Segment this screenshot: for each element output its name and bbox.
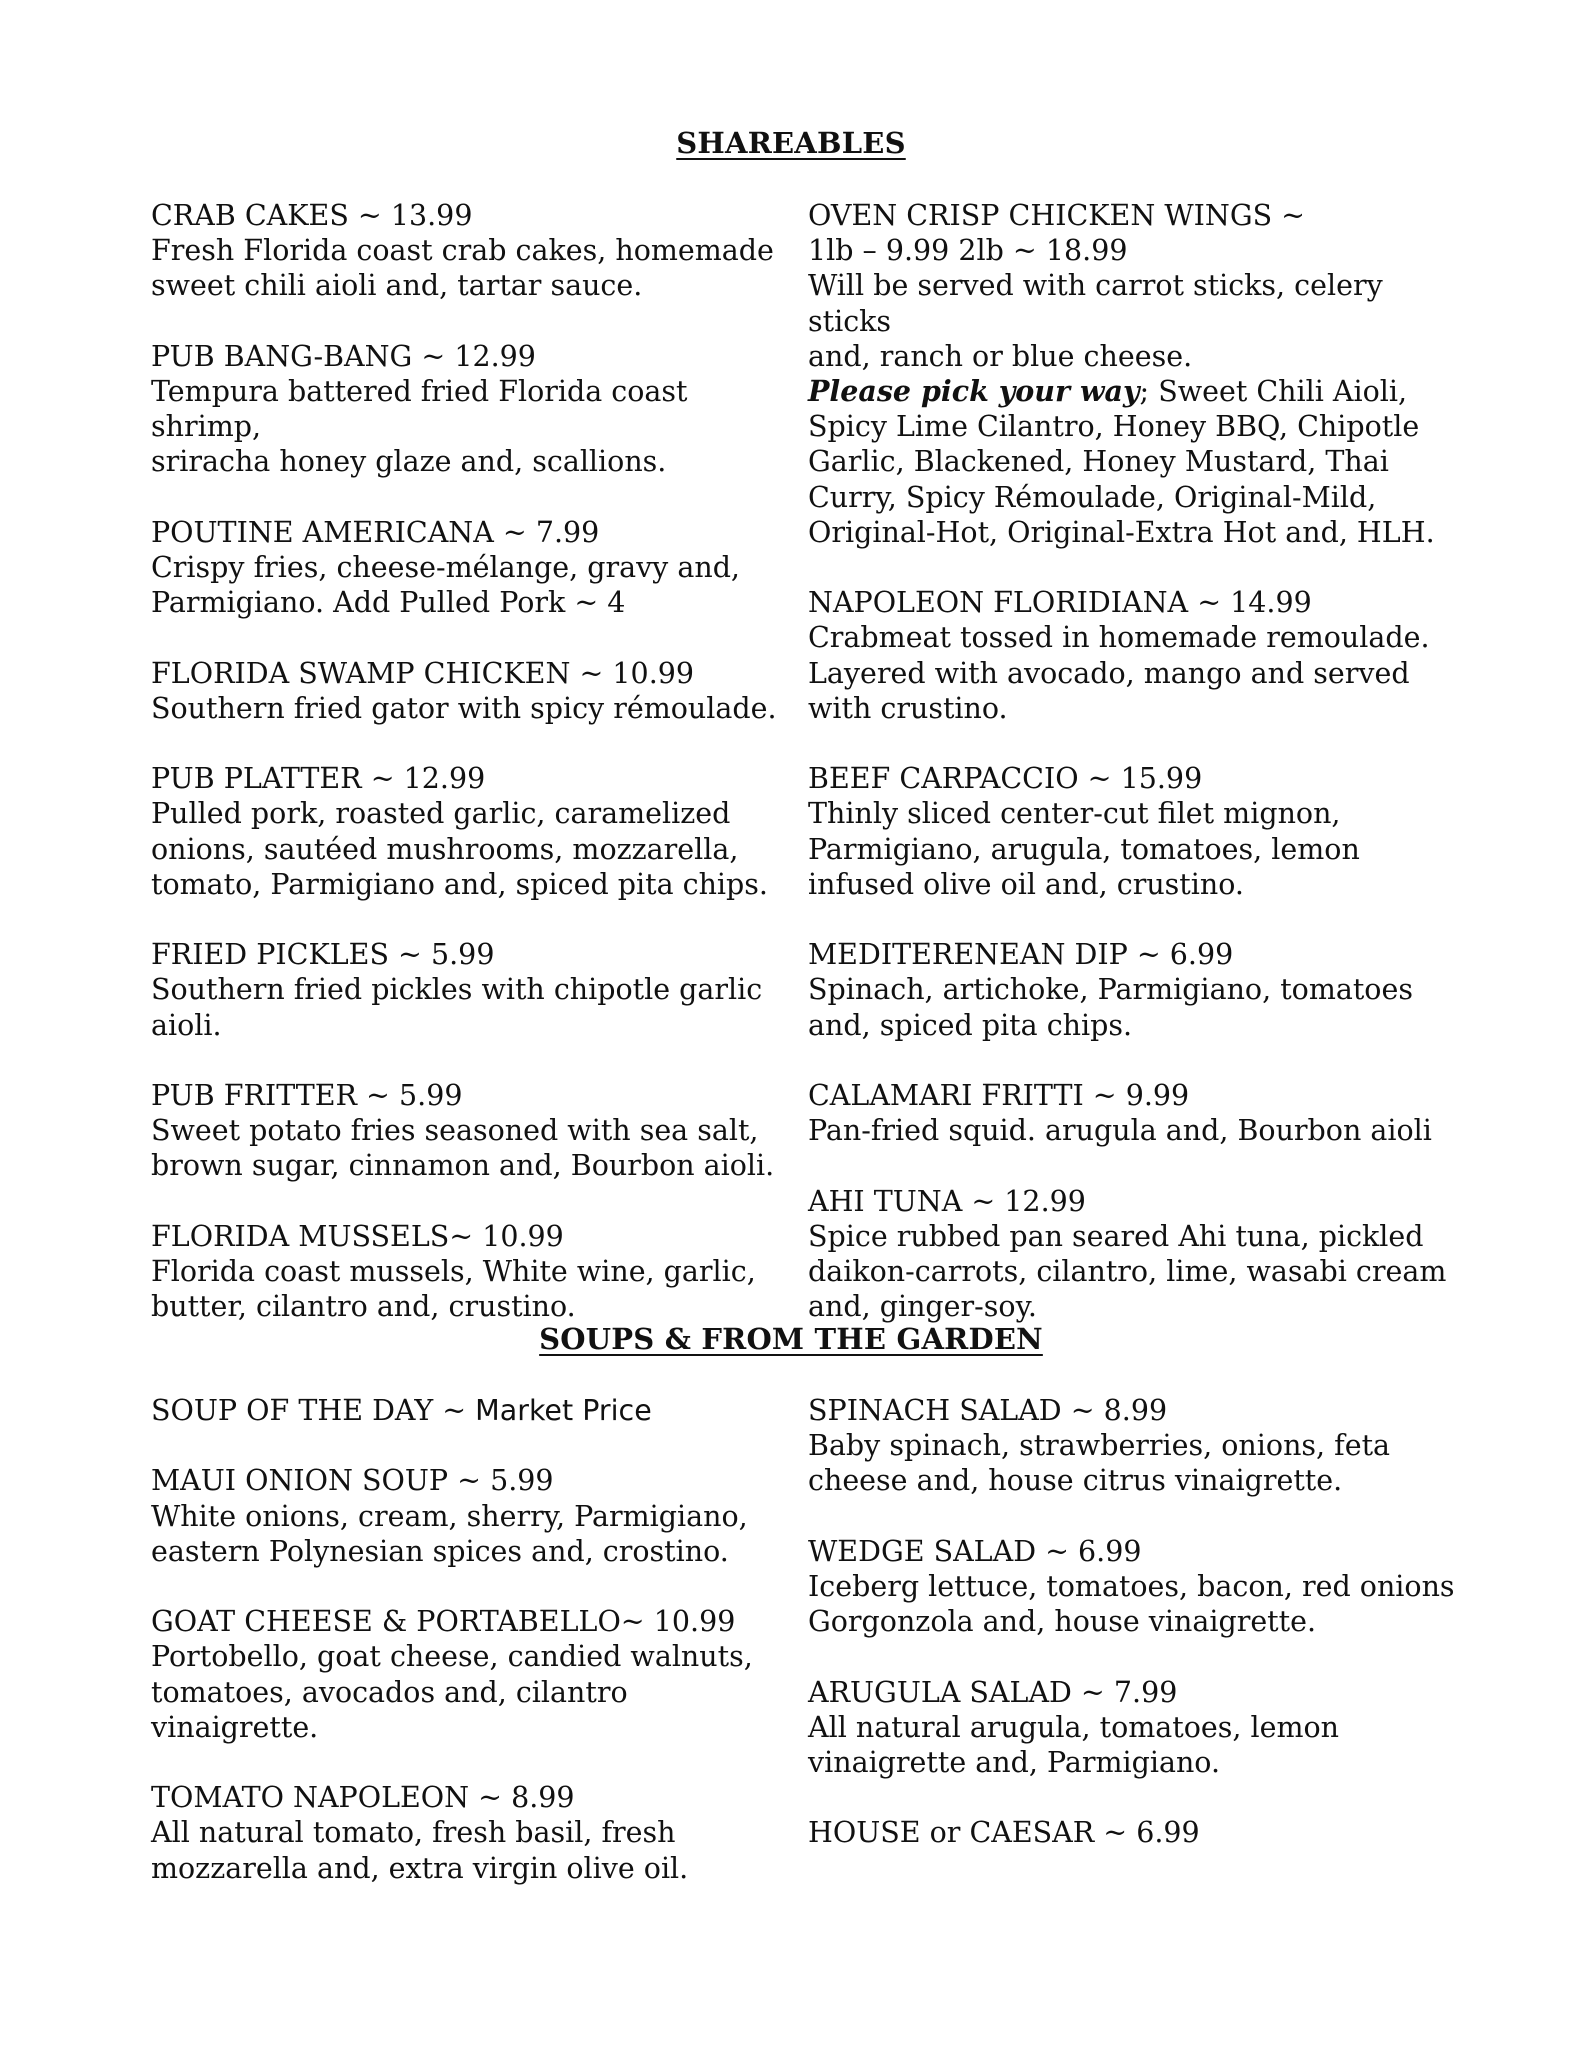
menu-item [151, 1078, 791, 1184]
item-description: Southern fried pickles with chipotle garlic aioli. [151, 973, 763, 1042]
soups-title: SOUPS & FROM THE GARDEN [539, 1322, 1043, 1356]
item-description: All natural arugula, tomatoes, lemon vinaigrette and, Parmigiano. [808, 1710, 1339, 1779]
item-sizes: 1lb – 9.99 2lb ~ 18.99 [808, 234, 1128, 268]
item-name: POUTINE AMERICANA ~ 7.99 [151, 515, 600, 549]
item-description: Tempura battered fried Florida coast shrimp, sriracha honey glaze and, scallions. [151, 375, 688, 479]
item-description: Southern fried gator with spicy rémoulade. [151, 691, 777, 725]
item-name: NAPOLEON FLORIDIANA ~ 14.99 [808, 586, 1312, 620]
item-description: Florida coast mussels, White wine, garlic, butter, cilantro and, crustino. [151, 1254, 756, 1324]
menu-item [151, 1463, 791, 1569]
menu-item [808, 585, 1468, 726]
item-description: Sweet potato fries seasoned with sea salt, brown sugar, cinnamon and, Bourbon aioli. [151, 1114, 775, 1183]
menu-item [808, 1534, 1468, 1640]
item-description: Thinly sliced center-cut filet mignon, Parmigiano, arugula, tomatoes, lemon infused olive oil and, crustino. [808, 797, 1360, 901]
soup-of-day-name: SOUP OF THE DAY ~ [151, 1394, 476, 1427]
market-price: Market Price [475, 1394, 652, 1427]
menu-item [808, 1184, 1468, 1325]
item-name: AHI TUNA ~ 12.99 [808, 1184, 1086, 1218]
item-name: BEEF CARPACCIO ~ 15.99 [808, 762, 1203, 796]
item-description: All natural tomato, fresh basil, fresh mozzarella and, extra virgin olive oil. [151, 1816, 689, 1885]
item-name: PUB BANG-BANG ~ 12.99 [151, 339, 536, 373]
item-description: Spinach, artichoke, Parmigiano, tomatoes and, spiced pita chips. [808, 973, 1413, 1042]
item-description: Crabmeat tossed in homemade remoulade. Layered with avocado, mango and served with crustino. [808, 621, 1430, 725]
item-description: White onions, cream, sherry, Parmigiano, eastern Polynesian spices and, crostino. [151, 1499, 748, 1568]
menu-item [808, 761, 1468, 902]
item-description: Fresh Florida coast crab cakes, homemade sweet chili aioli and, tartar sauce. [151, 234, 774, 303]
menu-item [151, 515, 791, 621]
menu-item [151, 198, 791, 304]
menu-item [808, 937, 1468, 1043]
item-description: Crispy fries, cheese-mélange, gravy and, Parmigiano. Add Pulled Pork ~ 4 [151, 551, 740, 620]
item-name: FLORIDA SWAMP CHICKEN ~ 10.99 [151, 656, 695, 690]
item-name: GOAT CHEESE & PORTABELLO~ 10.99 [151, 1605, 736, 1639]
menu-item [808, 1393, 1468, 1499]
soups-right-column [808, 1393, 1468, 1886]
pick-your-way-label: Please pick your way [808, 374, 1140, 409]
menu-item-soup-of-day [151, 1393, 791, 1428]
menu-item [808, 1675, 1468, 1781]
item-description: Iceberg lettuce, tomatoes, bacon, red onions Gorgonzola and, house vinaigrette. [808, 1570, 1455, 1639]
item-name: MEDITERENEAN DIP ~ 6.99 [808, 938, 1234, 972]
menu-item-wings [808, 198, 1468, 550]
soups-left-column [151, 1393, 791, 1921]
menu-item [151, 1780, 791, 1886]
wing-flavors [808, 374, 1468, 550]
menu-item [151, 339, 791, 480]
menu-item [151, 937, 791, 1043]
item-name: CALAMARI FRITTI ~ 9.99 [808, 1079, 1190, 1113]
menu-item [151, 761, 791, 902]
item-description: Portobello, goat cheese, candied walnuts, tomatoes, avocados and, cilantro vinaigrette. [151, 1640, 753, 1744]
item-name: FLORIDA MUSSELS~ 10.99 [151, 1219, 564, 1253]
item-name: TOMATO NAPOLEON ~ 8.99 [151, 1781, 575, 1815]
shareables-left-column [151, 198, 791, 1360]
item-name: WEDGE SALAD ~ 6.99 [808, 1534, 1142, 1568]
item-name: CRAB CAKES ~ 13.99 [151, 199, 473, 232]
item-name: MAUI ONION SOUP ~ 5.99 [151, 1464, 554, 1498]
item-name: HOUSE or CAESAR ~ 6.99 [808, 1816, 1200, 1850]
menu-item [151, 656, 791, 726]
item-description: Pulled pork, roasted garlic, caramelized onions, sautéed mushrooms, mozzarella, tomato, Parmigiano and, spiced pita chips. [151, 797, 768, 901]
menu-item [808, 1078, 1468, 1148]
menu-item [151, 1219, 791, 1325]
item-description: Baby spinach, strawberries, onions, feta cheese and, house citrus vinaigrette. [808, 1429, 1391, 1498]
menu-item [151, 1604, 791, 1745]
shareables-right-column [808, 198, 1468, 1360]
item-description: Pan-fried squid. arugula and, Bourbon aioli [808, 1114, 1432, 1148]
menu-item [808, 1815, 1468, 1850]
item-name [151, 1393, 791, 1428]
item-name: OVEN CRISP CHICKEN WINGS ~ [808, 199, 1306, 232]
item-name: SPINACH SALAD ~ 8.99 [808, 1394, 1168, 1427]
item-description: Will be served with carrot sticks, celery sticks and, ranch or blue cheese. [808, 269, 1383, 373]
shareables-title: SHAREABLES [676, 126, 906, 160]
item-name: FRIED PICKLES ~ 5.99 [151, 938, 495, 972]
item-name: ARUGULA SALAD ~ 7.99 [808, 1675, 1178, 1709]
item-description: Spice rubbed pan seared Ahi tuna, pickled daikon-carrots, cilantro, lime, wasabi cream and, ginger-soy. [808, 1219, 1447, 1324]
item-name: PUB PLATTER ~ 12.99 [151, 762, 486, 796]
wing-flavor-list: ; Sweet Chili Aioli, Spicy Lime Cilantro, Honey BBQ, Chipotle Garlic, Blackened, Honey Mustard, Thai Curry, Spicy Rémoulade, Original-Mild, Original-Hot, Original-Extra Hot and, HLH. [808, 375, 1435, 549]
item-name: PUB FRITTER ~ 5.99 [151, 1078, 463, 1112]
